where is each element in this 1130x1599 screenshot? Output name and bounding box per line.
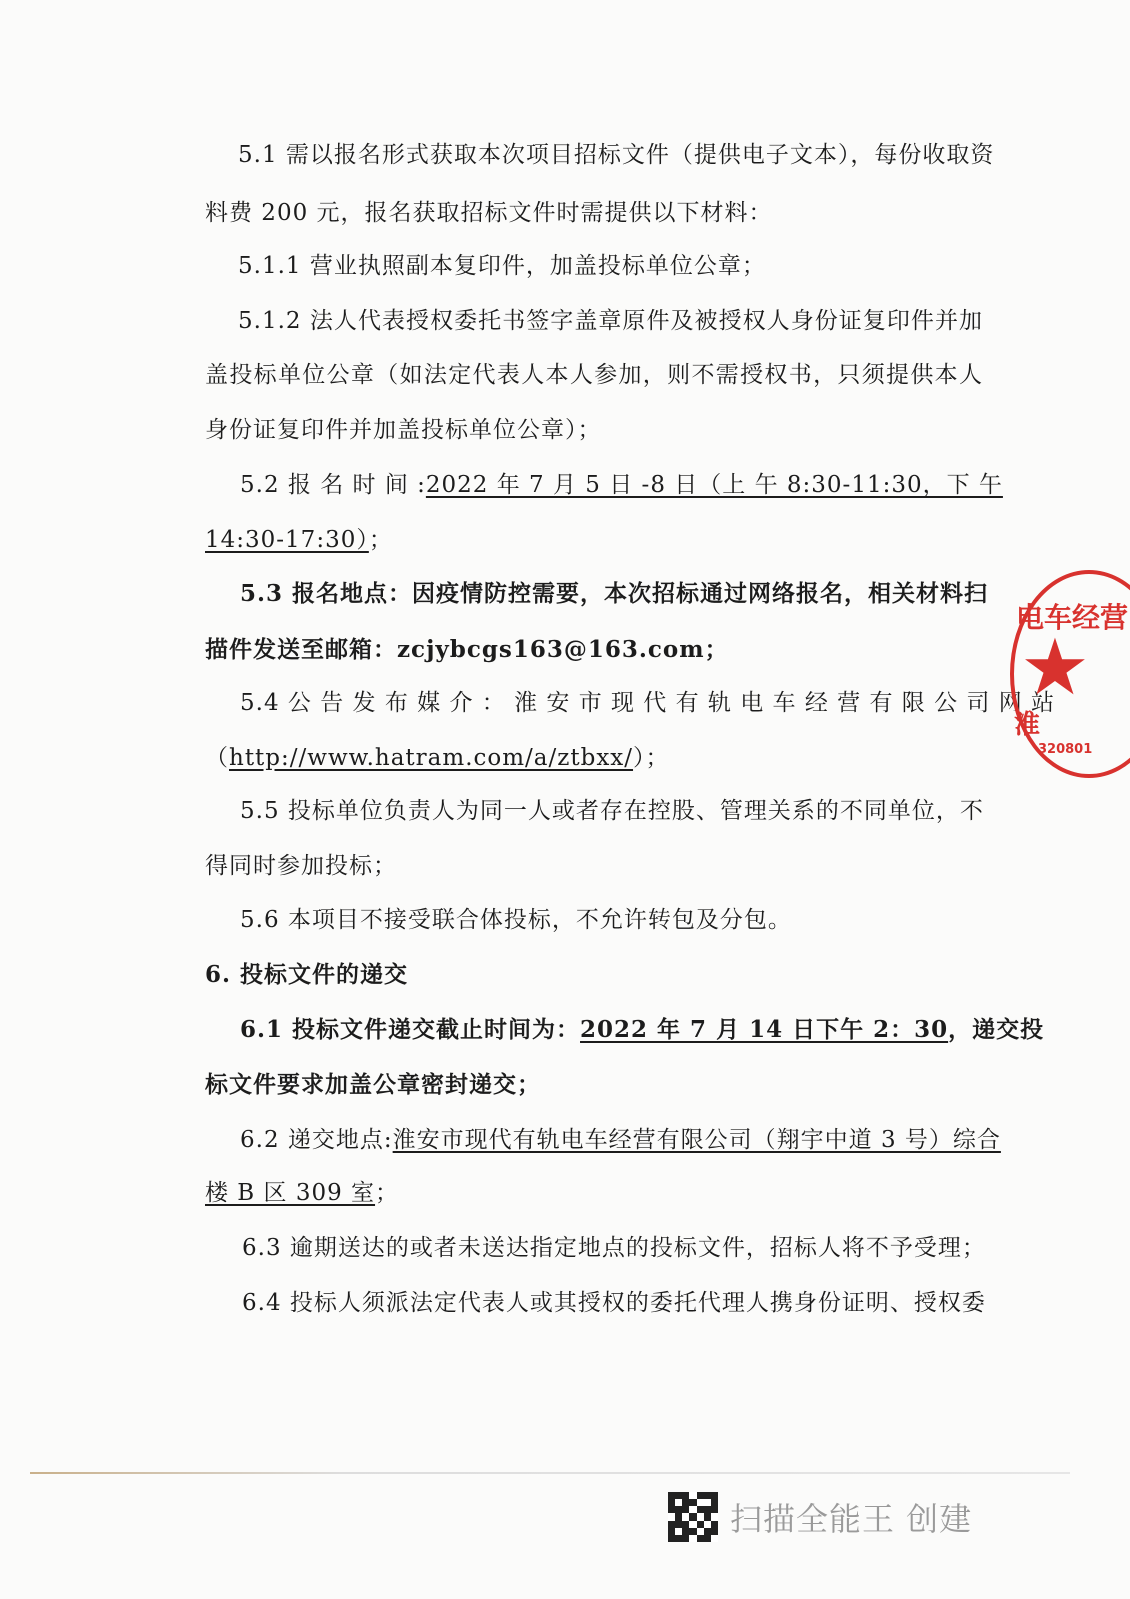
- section-heading: 6. 投标文件的递交: [205, 961, 409, 988]
- stamp-code: 320801: [1038, 742, 1093, 757]
- scanner-brand-text: 扫描全能王 创建: [730, 1500, 973, 1538]
- registration-time-line: [240, 466, 1003, 499]
- scanner-watermark: [668, 1492, 972, 1542]
- deadline-label: 6.1 投标文件递交截止时间为：: [240, 1016, 581, 1043]
- submission-room: 楼 B 区 309 室: [205, 1180, 376, 1206]
- paragraph-line: 5.6 本项目不接受联合体投标，不允许转包及分包。: [240, 907, 792, 933]
- paragraph-line: 5.1.2 法人代表授权委托书签字盖章原件及被授权人身份证复印件并加: [238, 308, 983, 334]
- media-line: 5.4 公 告 发 布 媒 介 ： 淮 安 市 现 代 有 轨 电 车 经 营 有 限 公 司 网 站: [240, 690, 1056, 716]
- website-line: [205, 739, 670, 772]
- registration-time-value-2: 14:30-17:30）: [205, 527, 369, 553]
- page-bottom-rule: [30, 1472, 1070, 1474]
- paragraph-line: 身份证复印件并加盖投标单位公章）；: [205, 417, 602, 443]
- punctuation: ）；: [633, 745, 670, 771]
- submission-location-label: 6.2 递交地点:: [240, 1127, 393, 1153]
- paragraph-line: 5.1.1 营业执照副本复印件，加盖投标单位公章；: [238, 253, 766, 279]
- qr-code-icon: [668, 1492, 718, 1542]
- punctuation: ；: [375, 1180, 400, 1206]
- paragraph-line: 6.3 逾期送达的或者未送达指定地点的投标文件，招标人将不予受理；: [242, 1235, 986, 1261]
- paragraph-line: 得同时参加投标；: [205, 853, 397, 879]
- stamp-text: 淮: [1014, 710, 1041, 740]
- website-url: http://www.hatram.com/a/ztbxx/: [229, 745, 634, 771]
- stamp-text: 电车经营: [1016, 601, 1129, 634]
- star-icon: ★: [1020, 623, 1090, 713]
- punctuation: ；: [368, 527, 393, 553]
- paragraph-line: 5.5 投标单位负责人为同一人或者存在控股、管理关系的不同单位，不: [240, 798, 984, 824]
- paragraph-line: 5.1 需以报名形式获取本次项目招标文件（提供电子文本），每份收取资: [238, 142, 995, 168]
- submission-location-value: 淮安市现代有轨电车经营有限公司（翔宇中道 3 号）综合: [392, 1127, 1001, 1153]
- paragraph-line: 6.4 投标人须派法定代表人或其授权的委托代理人携身份证明、授权委: [242, 1290, 986, 1316]
- deadline-value: 2022 年 7 月 14 日下午 2：30: [580, 1016, 949, 1043]
- submission-location-line-2: [205, 1174, 399, 1207]
- registration-location-line: 5.3 报名地点：因疫情防控需要，本次招标通过网络报名，相关材料扫: [240, 580, 989, 607]
- punctuation: （: [205, 745, 229, 771]
- registration-time-line-2: [205, 521, 393, 554]
- submission-location-line: [240, 1121, 1001, 1154]
- registration-time-label: 5.2 报 名 时 间 :: [240, 472, 426, 498]
- deadline-line: [240, 1011, 1044, 1044]
- paragraph-line: 标文件要求加盖公章密封递交；: [205, 1071, 541, 1098]
- email-line: 描件发送至邮箱：zcjybcgs163@163.com；: [205, 636, 729, 663]
- paragraph-line: 盖投标单位公章（如法定代表人本人参加，则不需授权书，只须提供本人: [205, 362, 983, 388]
- paragraph-line: 料费 200 元，报名获取招标文件时需提供以下材料：: [205, 200, 773, 226]
- registration-time-value: 2022 年 7 月 5 日 -8 日（上 午 8:30-11:30，下 午: [425, 472, 1003, 498]
- company-seal-stamp: [1010, 570, 1130, 778]
- deadline-suffix: ，递交投: [948, 1016, 1045, 1043]
